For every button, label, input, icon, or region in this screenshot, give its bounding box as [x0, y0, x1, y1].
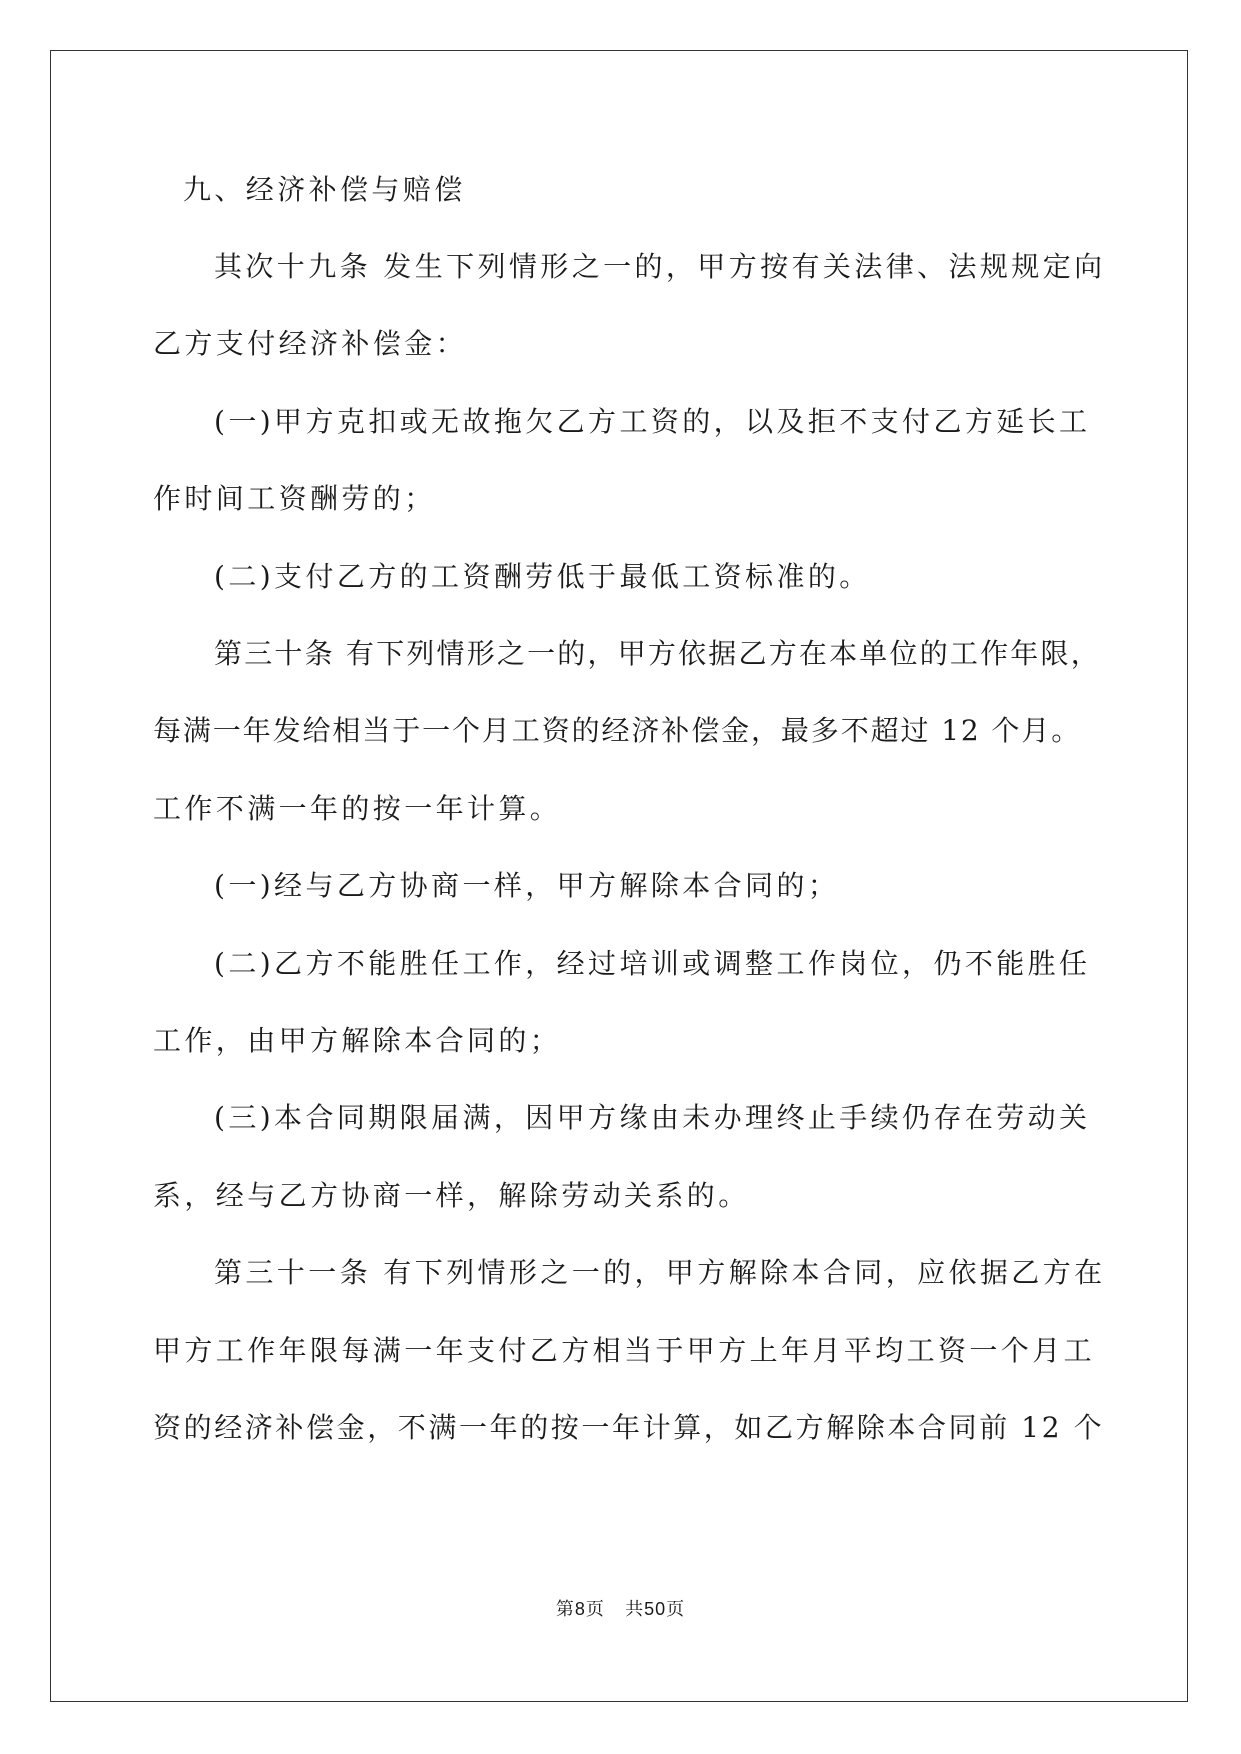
footer-suffix: 页: [666, 1599, 686, 1620]
footer-mid: 页 共: [585, 1599, 645, 1620]
text-line: 资的经济补偿金，不满一年的按一年计算，如乙方解除本合同前 12 个: [153, 1411, 1105, 1444]
page-footer: [0, 1596, 1241, 1623]
text-line: (二)支付乙方的工资酬劳低于最低工资标准的。: [214, 560, 871, 593]
text-line: 工作，由甲方解除本合同的；: [153, 1024, 562, 1057]
text-line: (一)甲方克扣或无故拖欠乙方工资的，以及拒不支付乙方延长工: [214, 405, 1091, 438]
footer-prefix: 第: [555, 1599, 575, 1620]
text-line: 甲方工作年限每满一年支付乙方相当于甲方上年月平均工资一个月工: [153, 1334, 1096, 1367]
text-line: 其次十九条 发生下列情形之一的，甲方按有关法律、法规规定向: [214, 250, 1106, 283]
total-page-count: 50: [644, 1599, 667, 1619]
section-heading: 九、经济补偿与赔偿: [183, 173, 466, 206]
text-line: (二)乙方不能胜任工作，经过培训或调整工作岗位，仍不能胜任: [214, 947, 1091, 980]
text-line: (一)经与乙方协商一样，甲方解除本合同的；: [214, 869, 840, 902]
text-line: (三)本合同期限届满，因甲方缘由未办理终止手续仍存在劳动关: [214, 1101, 1091, 1134]
text-line: 作时间工资酬劳的；: [153, 482, 436, 515]
text-line: 第三十一条 有下列情形之一的，甲方解除本合同，应依据乙方在: [214, 1256, 1106, 1289]
text-line: 系，经与乙方协商一样，解除劳动关系的。: [153, 1179, 750, 1212]
text-line: 第三十条 有下列情形之一的，甲方依据乙方在本单位的工作年限，: [214, 637, 1101, 670]
text-line: 乙方支付经济补偿金：: [153, 327, 468, 360]
current-page-number: 8: [574, 1599, 586, 1619]
text-line: 工作不满一年的按一年计算。: [153, 792, 562, 825]
text-line: 每满一年发给相当于一个月工资的经济补偿金，最多不超过 12 个月。: [153, 714, 1082, 747]
